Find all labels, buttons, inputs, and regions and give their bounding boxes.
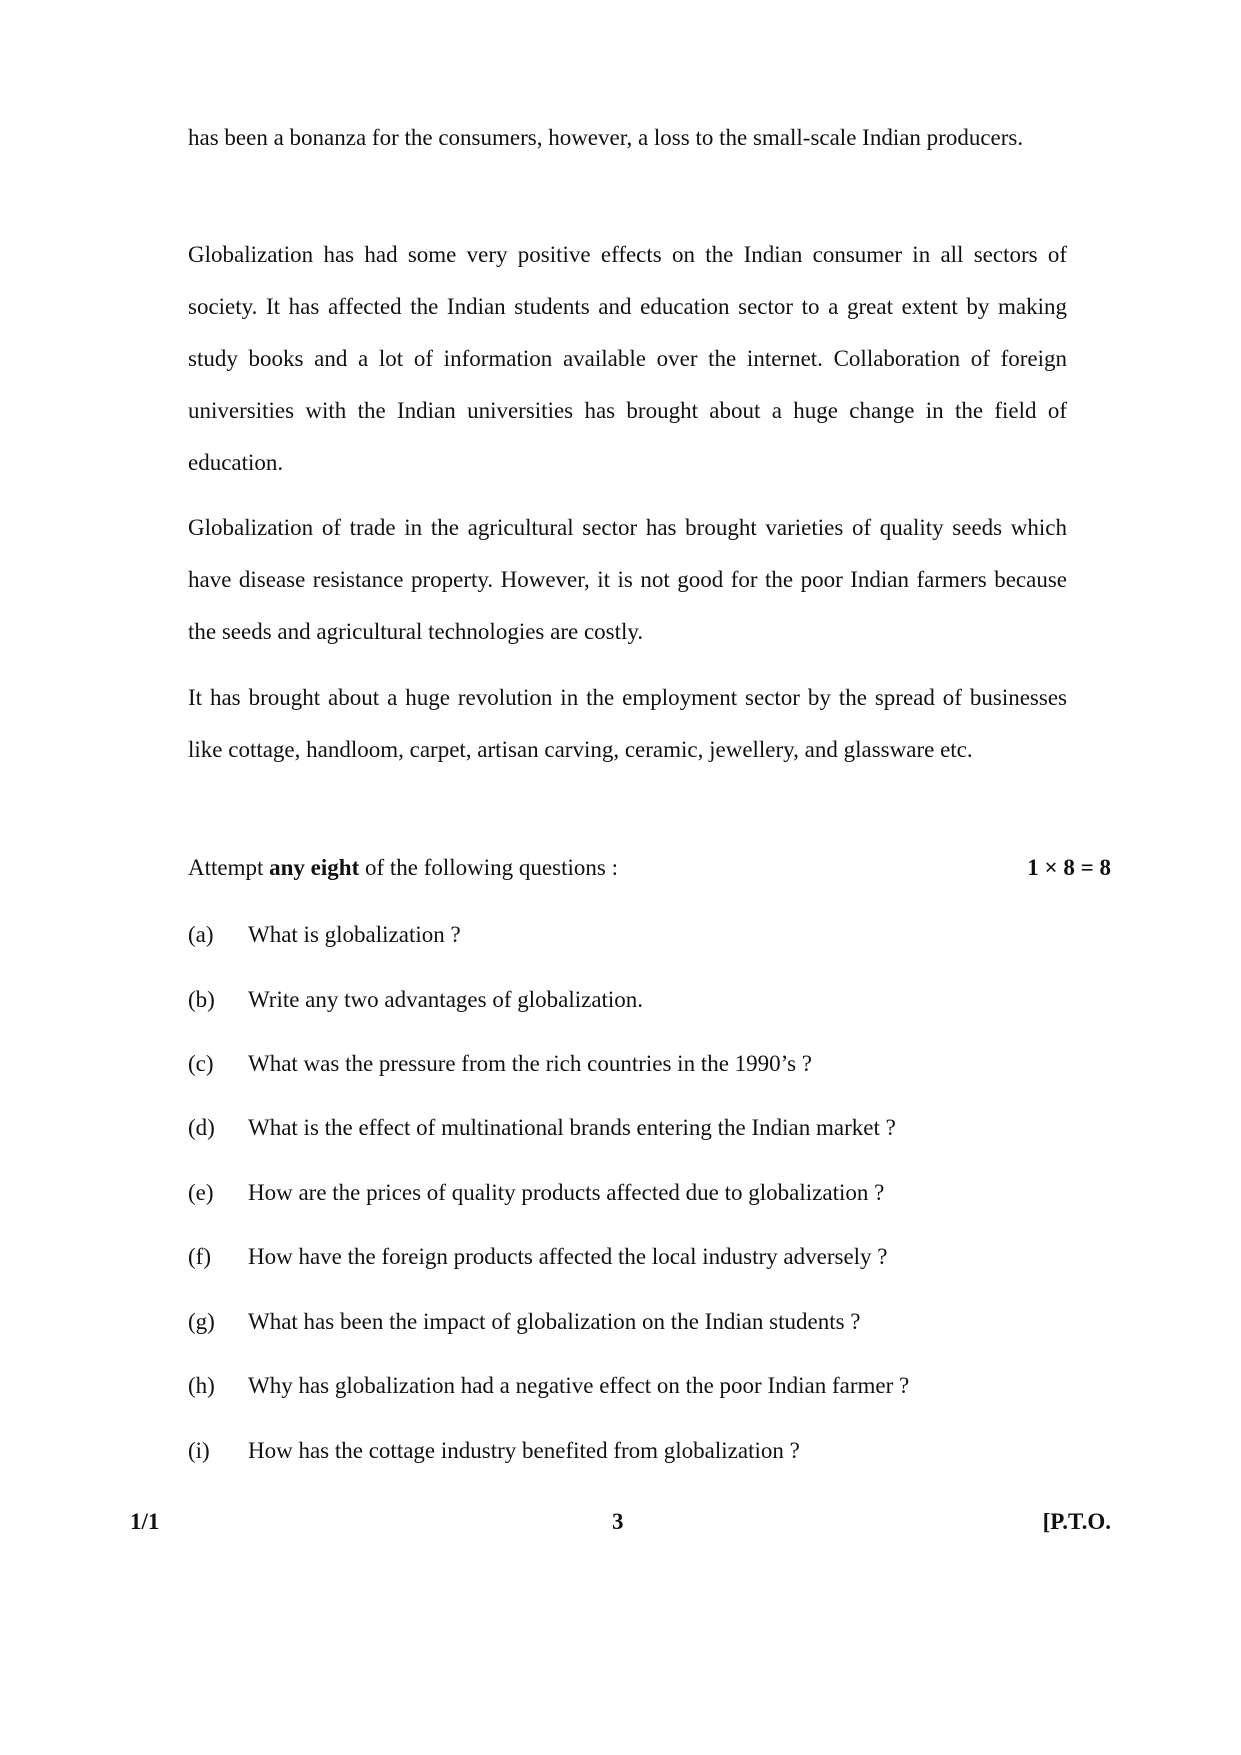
page-number: 3: [612, 1509, 624, 1534]
question-g: [188, 1302, 1088, 1342]
question-label: (f): [188, 1244, 211, 1269]
passage-paragraph-3: Globalization of trade in the agricultural sector has brought varieties of quality seeds which have disease resistance property. However, it is not good for the poor Indian farmers because the seeds and agricultural technologies are costly.: [188, 515, 1067, 644]
instruction-suffix: of the following questions :: [359, 855, 618, 880]
please-turn-over: [P.T.O.: [1042, 1509, 1111, 1534]
question-text: What is globalization ?: [248, 922, 461, 947]
page-footer: [130, 1502, 1111, 1542]
question-label: (i): [188, 1438, 210, 1463]
passage-paragraph-2: Globalization has had some very positive effects on the Indian consumer in all sectors of society. It has affected the Indian students and education sector to a great extent by making study books and a lot of information available over the internet. Collaboration of foreign universities with the Indian universities has brought about a huge change in the field of education.: [188, 242, 1067, 475]
question-h: [188, 1366, 1088, 1406]
passage-paragraph-4: It has brought about a huge revolution in the employment sector by the spread of businesses like cottage, handloom, carpet, artisan carving, ceramic, jewellery, and glassware etc.: [188, 685, 1067, 762]
question-label: (c): [188, 1051, 214, 1076]
question-text: How are the prices of quality products affected due to globalization ?: [248, 1180, 885, 1205]
question-text: What has been the impact of globalization on the Indian students ?: [248, 1309, 861, 1334]
question-text: How have the foreign products affected the local industry adversely ?: [248, 1244, 888, 1269]
question-a: [188, 915, 1088, 955]
question-text: What is the effect of multinational brands entering the Indian market ?: [248, 1115, 896, 1140]
passage-paragraph-1: has been a bonanza for the consumers, however, a loss to the small-scale Indian producers.: [188, 125, 1024, 150]
question-label: (g): [188, 1309, 215, 1334]
marks-allocation: 1 × 8 = 8: [1027, 855, 1111, 880]
question-label: (e): [188, 1180, 214, 1205]
question-label: (b): [188, 987, 215, 1012]
instruction-row: [188, 848, 1111, 888]
question-e: [188, 1173, 1088, 1213]
question-text: How has the cottage industry benefited from globalization ?: [248, 1438, 800, 1463]
instruction-text: [188, 848, 618, 888]
question-c: [188, 1044, 1088, 1084]
question-f: [188, 1237, 1088, 1277]
question-label: (h): [188, 1373, 215, 1398]
question-label: (a): [188, 922, 214, 947]
question-text: Why has globalization had a negative effect on the poor Indian farmer ?: [248, 1373, 910, 1398]
question-d: [188, 1108, 1088, 1148]
instruction-prefix: Attempt: [188, 855, 270, 880]
instruction-emphasis: any eight: [269, 855, 360, 880]
question-label: (d): [188, 1115, 215, 1140]
paper-code: 1/1: [130, 1509, 160, 1534]
question-text: What was the pressure from the rich countries in the 1990’s ?: [248, 1051, 812, 1076]
question-text: Write any two advantages of globalization.: [248, 987, 644, 1012]
question-i: [188, 1431, 1088, 1471]
question-b: [188, 980, 1088, 1020]
